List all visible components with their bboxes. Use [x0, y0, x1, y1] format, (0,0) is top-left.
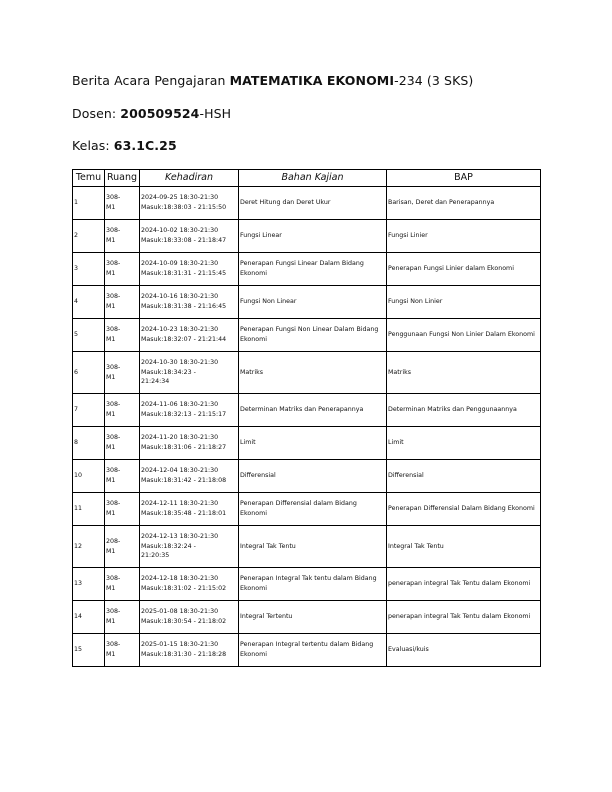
meeting-number: 12 [73, 526, 105, 568]
session-schedule: 2024-10-23 18:30-21:30 [141, 326, 219, 334]
session-schedule: 2024-12-13 18:30-21:30 [141, 532, 219, 540]
check-in-time: Masuk:18:31:31 - 21:15:45 [141, 270, 227, 277]
room-line: M1 [106, 204, 116, 211]
study-material: Integral Tak Tentu [239, 526, 387, 568]
check-in-time: Masuk:18:32:13 - 21:15:17 [141, 411, 227, 418]
room-line: 308- [106, 641, 121, 649]
meeting-number: 11 [73, 493, 105, 526]
room-line: 208- [106, 537, 121, 545]
check-in-time: Masuk:18:32:24 - [141, 542, 196, 550]
session-schedule: 2024-09-25 18:30-21:30 [141, 194, 219, 202]
study-material: Fungsi Linear [239, 220, 387, 253]
study-material: Differensial [239, 460, 387, 493]
teaching-report: Integral Tak Tentu [387, 526, 541, 568]
session-schedule: 2024-12-11 18:30-21:30 [141, 500, 219, 508]
teaching-report: penerapan integral Tak Tentu dalam Ekonomi [387, 601, 541, 634]
check-in-time: Masuk:18:35:48 - 21:18:01 [141, 510, 227, 517]
room-line: M1 [106, 618, 116, 625]
room-line: M1 [106, 411, 116, 418]
session-schedule: 2025-01-15 18:30-21:30 [141, 641, 219, 649]
class-label: Kelas: [72, 138, 114, 153]
table-row [73, 526, 541, 568]
room-cell [105, 394, 140, 427]
check-in-time: Masuk:18:33:08 - 21:18:47 [141, 237, 227, 244]
check-in-time: Masuk:18:34:23 - [141, 368, 196, 376]
study-material: Fungsi Non Linear [239, 286, 387, 319]
meeting-number: 13 [73, 568, 105, 601]
table-row [73, 493, 541, 526]
meeting-number: 15 [73, 634, 105, 667]
teaching-report: Limit [387, 427, 541, 460]
meeting-number: 2 [73, 220, 105, 253]
lecturer-code: -HSH [199, 106, 232, 121]
attendance-cell [140, 427, 239, 460]
room-line: M1 [106, 547, 116, 555]
study-material: Penerapan Fungsi Non Linear Dalam Bidang Ekonomi [239, 319, 387, 352]
lecturer-id: 200509524 [120, 106, 200, 121]
check-in-time: Masuk:18:31:42 - 21:18:08 [141, 477, 227, 484]
class-code: 63.1C.25 [113, 138, 177, 153]
room-cell [105, 352, 140, 394]
room-line: 308- [106, 434, 121, 442]
attendance-cell [140, 352, 239, 394]
check-in-time: 21:20:35 [141, 552, 170, 560]
room-line: M1 [106, 477, 116, 484]
attendance-cell [140, 493, 239, 526]
study-material: Penerapan Integral Tak tentu dalam Bidang Ekonomi [239, 568, 387, 601]
teaching-report: Penerapan Differensial Dalam Bidang Ekonomi [387, 493, 541, 526]
meeting-number: 4 [73, 286, 105, 319]
room-line: M1 [106, 303, 116, 310]
check-in-time: Masuk:18:32:07 - 21:21:44 [141, 336, 227, 343]
class-line [72, 138, 177, 153]
room-cell [105, 187, 140, 220]
table-row [73, 460, 541, 493]
room-cell [105, 427, 140, 460]
lecturer-label: Dosen: [72, 106, 121, 121]
attendance-cell [140, 394, 239, 427]
session-schedule: 2024-10-16 18:30-21:30 [141, 293, 219, 301]
teaching-report: Differensial [387, 460, 541, 493]
meeting-number: 10 [73, 460, 105, 493]
teaching-report: Fungsi Non Linier [387, 286, 541, 319]
title-prefix: Berita Acara Pengajaran [72, 73, 230, 88]
attendance-cell [140, 286, 239, 319]
teaching-report: Evaluasi/kuis [387, 634, 541, 667]
meeting-number: 8 [73, 427, 105, 460]
room-cell [105, 319, 140, 352]
header-ruang: Ruang [105, 170, 140, 187]
table-header-row [73, 170, 541, 187]
room-line: 308- [106, 326, 121, 334]
room-cell [105, 460, 140, 493]
study-material: Integral Tertentu [239, 601, 387, 634]
session-schedule: 2024-10-02 18:30-21:30 [141, 227, 219, 235]
lecturer-line [72, 106, 231, 121]
table-row [73, 568, 541, 601]
study-material: Limit [239, 427, 387, 460]
room-cell [105, 568, 140, 601]
room-line: 308- [106, 575, 121, 583]
check-in-time: Masuk:18:30:54 - 21:18:02 [141, 618, 227, 625]
room-cell [105, 220, 140, 253]
room-cell [105, 286, 140, 319]
meeting-number: 1 [73, 187, 105, 220]
room-line: 308- [106, 260, 121, 268]
room-line: 308- [106, 401, 121, 409]
teaching-report: Barisan, Deret dan Penerapannya [387, 187, 541, 220]
study-material: Deret Hitung dan Deret Ukur [239, 187, 387, 220]
room-line: M1 [106, 270, 116, 277]
teaching-report: Determinan Matriks dan Penggunaannya [387, 394, 541, 427]
room-line: M1 [106, 510, 116, 517]
room-cell [105, 634, 140, 667]
header-bap: BAP [387, 170, 541, 187]
room-line: 308- [106, 467, 121, 475]
check-in-time: 21:24:34 [141, 378, 170, 386]
room-line: 308- [106, 363, 121, 371]
check-in-time: Masuk:18:31:38 - 21:16:45 [141, 303, 227, 310]
table-row [73, 394, 541, 427]
teaching-report: Matriks [387, 352, 541, 394]
table-row [73, 601, 541, 634]
teaching-report: Penerapan Fungsi Linier dalam Ekonomi [387, 253, 541, 286]
meeting-number: 14 [73, 601, 105, 634]
room-cell [105, 601, 140, 634]
study-material: Penerapan Integral tertentu dalam Bidang Ekonomi [239, 634, 387, 667]
room-line: M1 [106, 336, 116, 343]
room-line: M1 [106, 237, 116, 244]
room-cell [105, 526, 140, 568]
study-material: Penerapan Fungsi Linear Dalam Bidang Ekonomi [239, 253, 387, 286]
session-schedule: 2024-12-04 18:30-21:30 [141, 467, 219, 475]
attendance-table [72, 169, 541, 667]
session-schedule: 2024-10-09 18:30-21:30 [141, 260, 219, 268]
meeting-number: 3 [73, 253, 105, 286]
room-line: 308- [106, 500, 121, 508]
study-material: Matriks [239, 352, 387, 394]
meeting-number: 6 [73, 352, 105, 394]
attendance-cell [140, 601, 239, 634]
check-in-time: Masuk:18:38:03 - 21:15:50 [141, 204, 227, 211]
room-line: 308- [106, 227, 121, 235]
session-schedule: 2025-01-08 18:30-21:30 [141, 608, 219, 616]
session-schedule: 2024-12-18 18:30-21:30 [141, 575, 219, 583]
attendance-cell [140, 220, 239, 253]
attendance-cell [140, 568, 239, 601]
attendance-cell [140, 319, 239, 352]
attendance-cell [140, 253, 239, 286]
table-body [73, 187, 541, 667]
teaching-report: Fungsi Linier [387, 220, 541, 253]
session-schedule: 2024-10-30 18:30-21:30 [141, 358, 219, 366]
table-row [73, 187, 541, 220]
room-line: M1 [106, 651, 116, 658]
attendance-cell [140, 526, 239, 568]
table-row [73, 634, 541, 667]
meeting-number: 7 [73, 394, 105, 427]
meeting-number: 5 [73, 319, 105, 352]
course-code: -234 (3 SKS) [394, 73, 474, 88]
session-schedule: 2024-11-06 18:30-21:30 [141, 401, 219, 409]
attendance-cell [140, 460, 239, 493]
table-row [73, 286, 541, 319]
table-row [73, 352, 541, 394]
header-kehadiran: Kehadiran [140, 170, 239, 187]
attendance-cell [140, 634, 239, 667]
header-bahan-kajian: Bahan Kajian [239, 170, 387, 187]
table-row [73, 220, 541, 253]
report-title [72, 73, 473, 88]
session-schedule: 2024-11-20 18:30-21:30 [141, 434, 219, 442]
room-line: M1 [106, 585, 116, 592]
attendance-cell [140, 187, 239, 220]
table-row [73, 319, 541, 352]
room-line: 308- [106, 194, 121, 202]
teaching-report: penerapan integral Tak Tentu dalam Ekonomi [387, 568, 541, 601]
check-in-time: Masuk:18:31:30 - 21:18:28 [141, 651, 227, 658]
room-line: 308- [106, 608, 121, 616]
header-temu: Temu [73, 170, 105, 187]
room-line: 308- [106, 293, 121, 301]
room-line: M1 [106, 373, 116, 381]
table-row [73, 427, 541, 460]
course-name: MATEMATIKA EKONOMI [229, 73, 395, 88]
check-in-time: Masuk:18:31:02 - 21:15:02 [141, 585, 227, 592]
room-cell [105, 253, 140, 286]
teaching-report: Penggunaan Fungsi Non Linier Dalam Ekonomi [387, 319, 541, 352]
study-material: Penerapan Differensial dalam Bidang Ekonomi [239, 493, 387, 526]
room-cell [105, 493, 140, 526]
study-material: Determinan Matriks dan Penerapannya [239, 394, 387, 427]
table-row [73, 253, 541, 286]
check-in-time: Masuk:18:31:06 - 21:18:27 [141, 444, 227, 451]
room-line: M1 [106, 444, 116, 451]
